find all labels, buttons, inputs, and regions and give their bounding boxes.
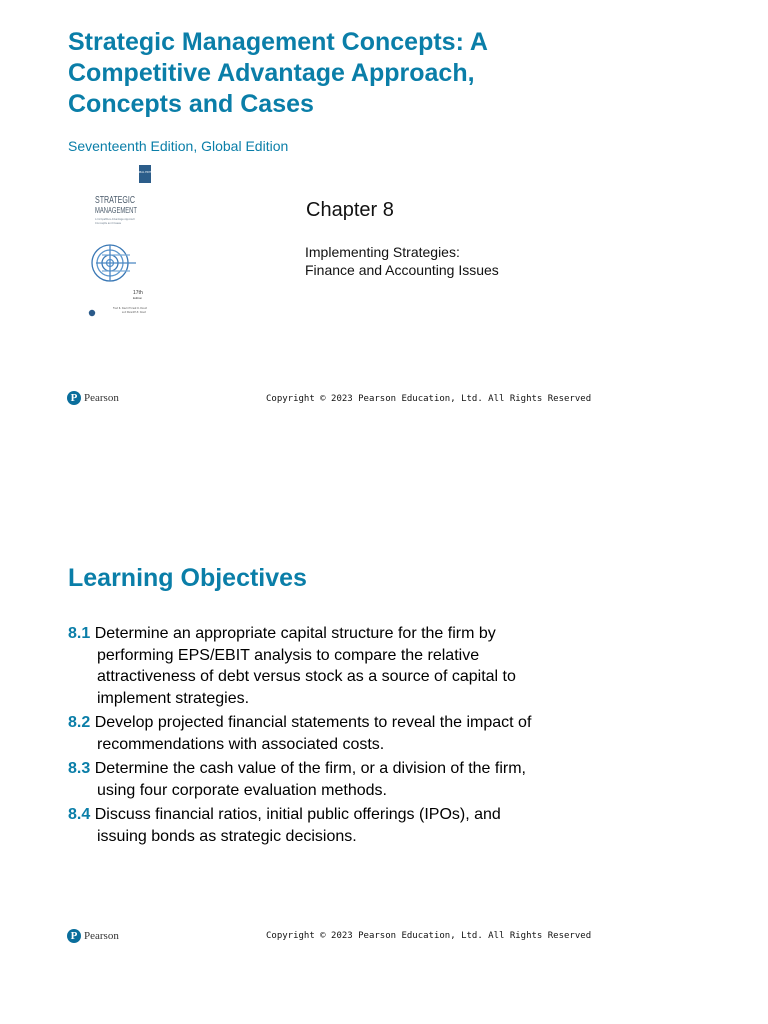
objective-item [68, 712, 548, 755]
pearson-p-icon: P [67, 929, 81, 943]
objectives-list [68, 623, 548, 850]
book-title [68, 27, 588, 120]
cover-author-line: Fred R. David Forest R. David [113, 307, 148, 310]
copyright-notice: Copyright © 2023 Pearson Education, Ltd. All Rights Reserved [266, 931, 592, 941]
cover-edition-line: 17th [133, 290, 143, 296]
cover-author-line: and Meredith E. David [122, 311, 147, 314]
chapter-subtitle-line: Finance and Accounting Issues [305, 262, 499, 278]
objective-item [68, 758, 548, 801]
objective-number: 8.3 [68, 760, 91, 777]
book-cover-image [80, 165, 156, 320]
pearson-logo [67, 929, 119, 943]
edition-label: Seventeenth Edition, Global Edition [68, 138, 289, 154]
pearson-p-icon: P [67, 391, 81, 405]
objective-text: Discuss financial ratios, initial public offerings (IPOs), and issuing bonds as strategic decisions. [94, 806, 501, 845]
book-cover-graphic [80, 165, 156, 320]
chapter-subtitle-line: Implementing Strategies: [305, 244, 460, 260]
copyright-notice: Copyright © 2023 Pearson Education, Ltd. All Rights Reserved [266, 394, 592, 404]
objective-item [68, 623, 548, 709]
book-title-line: Concepts and Cases [68, 90, 314, 118]
title-slide [0, 0, 768, 470]
objective-text: Determine the cash value of the firm, or a division of the firm, using four corporate evaluation methods. [94, 760, 526, 799]
objective-number: 8.2 [68, 714, 91, 731]
cover-title-line: STRATEGIC [95, 195, 135, 206]
cover-edition-line: Edition [133, 296, 143, 300]
objective-text: Determine an appropriate capital structure for the firm by performing EPS/EBIT analysis to compare the relative attractiveness of debt versus stock as a source of capital to implement strategies. [94, 625, 516, 707]
objective-number: 8.1 [68, 625, 91, 642]
pearson-wordmark: Pearson [84, 930, 119, 942]
learning-objectives-slide [0, 540, 768, 1024]
objective-item [68, 804, 548, 847]
chapter-subtitle [305, 243, 499, 279]
objective-number: 8.4 [68, 806, 91, 823]
cover-title-line: MANAGEMENT [95, 205, 137, 215]
slide-heading: Learning Objectives [68, 564, 307, 592]
chapter-label: Chapter 8 [306, 199, 394, 221]
pearson-wordmark: Pearson [84, 392, 119, 404]
book-title-line: Competitive Advantage Approach, [68, 59, 475, 87]
cover-badge: GLOBAL EDITION [134, 171, 156, 174]
objective-text: Develop projected financial statements to reveal the impact of recommendations with associated costs. [94, 714, 532, 753]
cover-subtitle-line: A Competitive Advantage Approach [95, 218, 142, 221]
cover-subtitle-line: Concepts and Cases [95, 222, 122, 225]
book-title-line: Strategic Management Concepts: A [68, 28, 488, 56]
pearson-logo [67, 391, 119, 405]
